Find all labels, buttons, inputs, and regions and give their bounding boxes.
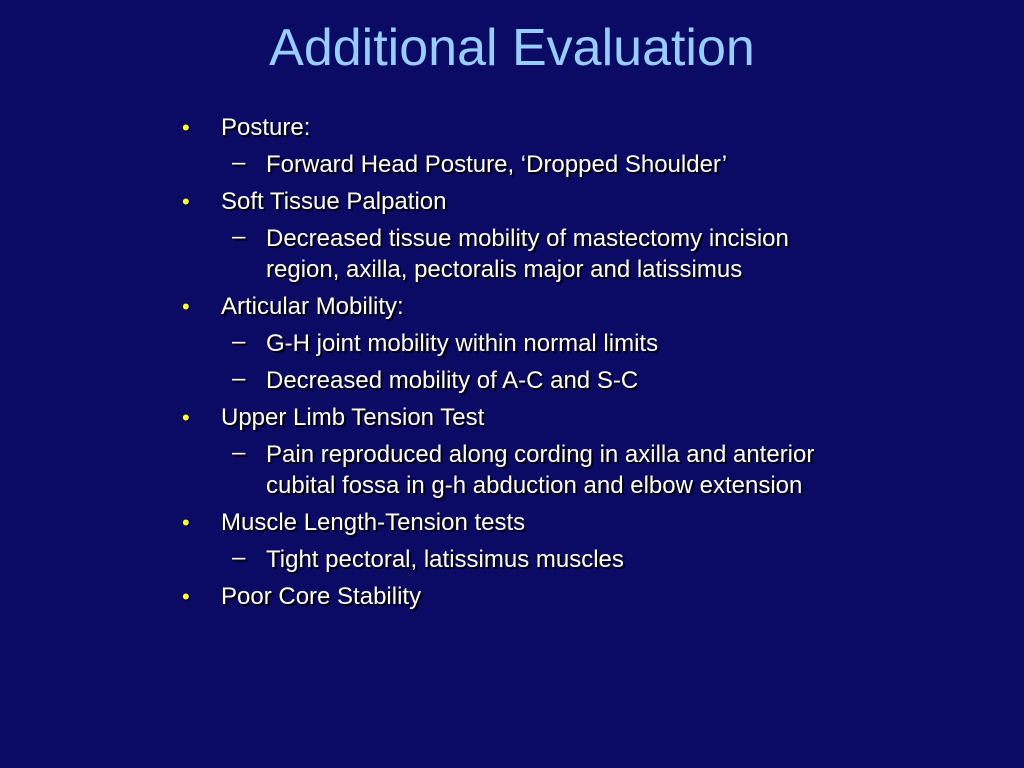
sub-bullet-item xyxy=(178,544,838,575)
dash-icon: – xyxy=(232,439,246,466)
bullet-item xyxy=(178,402,838,433)
bullet-text: Poor Core Stability xyxy=(221,583,422,610)
sub-bullet-text: G-H joint mobility within normal limits xyxy=(266,330,659,357)
sub-bullet-text: Decreased tissue mobility of mastectomy incision region, axilla, pectoralis major and latissimus xyxy=(266,225,789,283)
slide-title: Additional Evaluation xyxy=(269,19,755,77)
dash-icon: – xyxy=(232,365,246,392)
sub-bullet-text: Forward Head Posture, ‘Dropped Shoulder’ xyxy=(266,151,728,178)
dash-icon: – xyxy=(232,149,246,176)
bullet-icon: • xyxy=(182,510,190,535)
bullet-item xyxy=(178,112,838,143)
bullet-item xyxy=(178,186,838,217)
bullet-text: Soft Tissue Palpation xyxy=(221,188,447,215)
dash-icon: – xyxy=(232,544,246,571)
bullet-list xyxy=(178,106,838,612)
sub-bullet-item xyxy=(178,328,838,359)
bullet-icon: • xyxy=(182,189,190,214)
sub-bullet-item xyxy=(178,223,838,285)
sub-bullet-text: Tight pectoral, latissimus muscles xyxy=(266,546,624,573)
sub-bullet-item xyxy=(178,149,838,180)
bullet-item xyxy=(178,507,838,538)
sub-bullet-text: Pain reproduced along cording in axilla and anterior cubital fossa in g-h abduction and elbow extension xyxy=(266,441,815,499)
bullet-item xyxy=(178,581,838,612)
bullet-icon: • xyxy=(182,584,190,609)
bullet-text: Posture: xyxy=(221,114,311,141)
bullet-text: Upper Limb Tension Test xyxy=(221,404,485,431)
sub-bullet-item xyxy=(178,365,838,396)
bullet-item xyxy=(178,291,838,322)
sub-bullet-text: Decreased mobility of A-C and S-C xyxy=(266,367,639,394)
bullet-text: Articular Mobility: xyxy=(221,293,404,320)
bullet-icon: • xyxy=(182,405,190,430)
bullet-text: Muscle Length-Tension tests xyxy=(221,509,526,536)
dash-icon: – xyxy=(232,328,246,355)
bullet-icon: • xyxy=(182,294,190,319)
bullet-icon: • xyxy=(182,115,190,140)
sub-bullet-item xyxy=(178,439,838,501)
dash-icon: – xyxy=(232,223,246,250)
